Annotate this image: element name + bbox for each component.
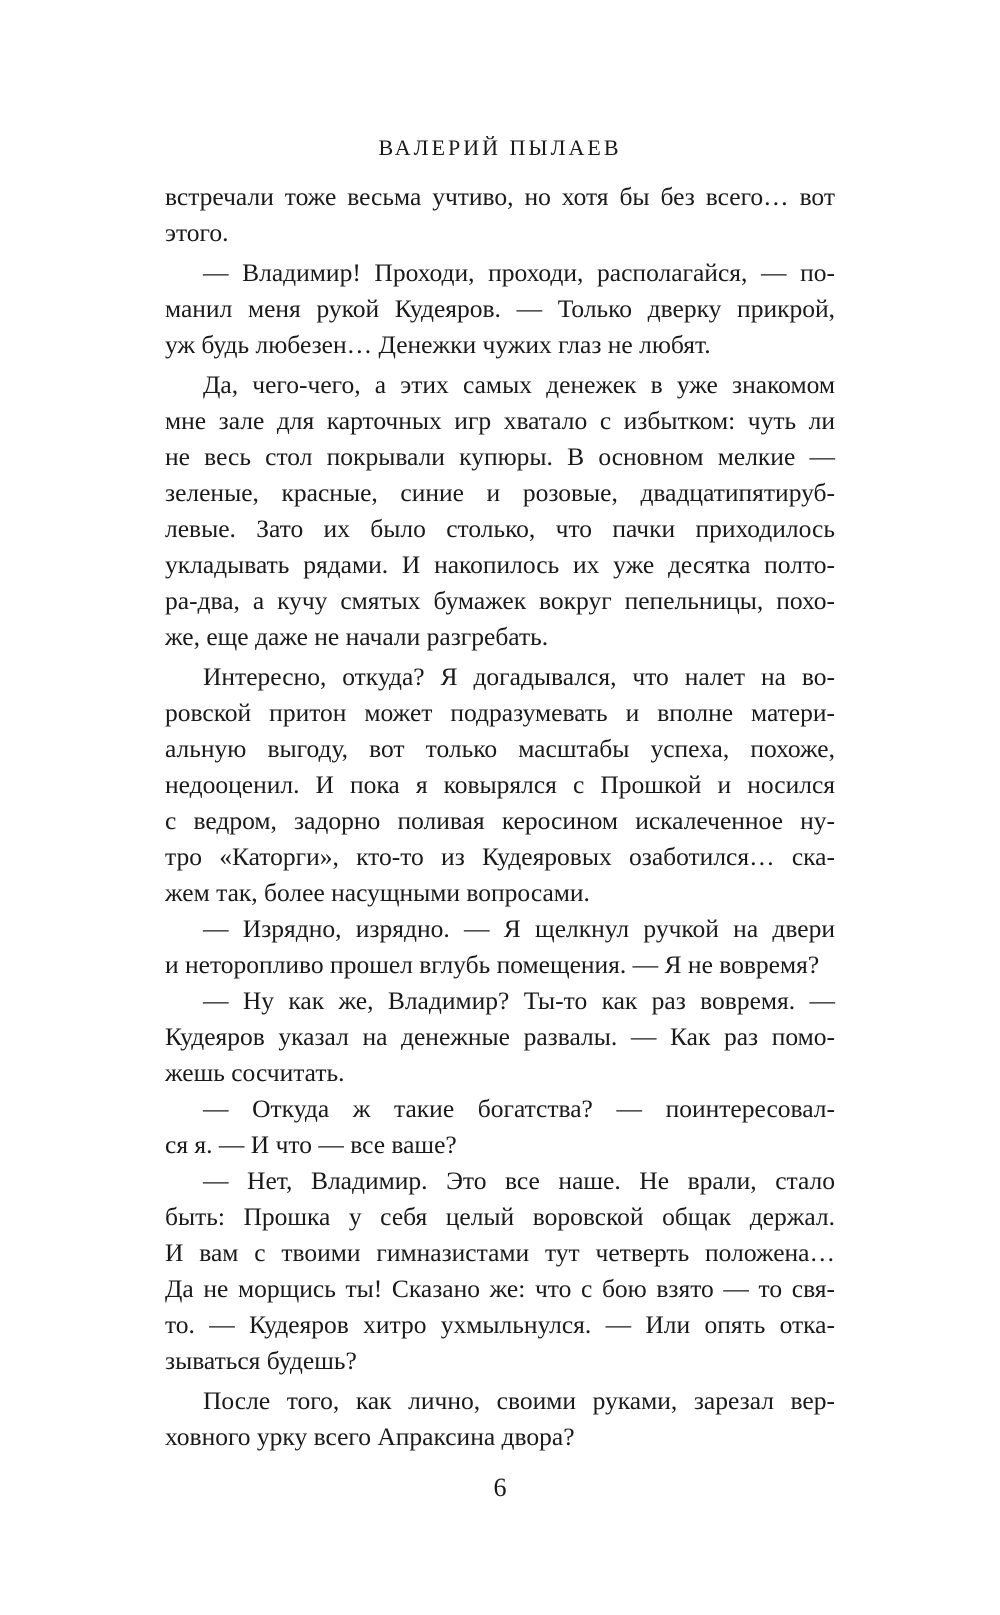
text-line: Кудеяров указал на денежные развалы. — Как раз помо- (165, 1022, 835, 1051)
text-line: встречали тоже весьма учтиво, но хотя бы без всего… вот (165, 182, 835, 211)
text-line: — Откуда ж такие богатства? — поинтересовал- (203, 1094, 835, 1123)
text-line: — Нет, Владимир. Это все наше. Не врали, стало (203, 1166, 835, 1195)
text-line: Да, чего-чего, а этих самых денежек в уже знакомом (203, 370, 835, 399)
text-line: После того, как лично, своими руками, зарезал вер- (203, 1386, 835, 1415)
text-line: альную выгоду, вот только масштабы успеха, похоже, (165, 734, 835, 763)
paragraph (165, 1163, 835, 1379)
text-line: манил меня рукой Кудеяров. — Только дверку прикрой, (165, 294, 835, 323)
text-line: уж будь любезен… Денежки чужих глаз не любят. (165, 330, 711, 359)
text-line: И вам с твоими гимназистами тут четверть положена… (165, 1238, 835, 1267)
paragraph (165, 1383, 835, 1455)
text-line: — Изрядно, изрядно. — Я щелкнул ручкой на двери (203, 914, 835, 943)
paragraph (165, 911, 835, 983)
text-line: же, еще даже не начали разгребать. (165, 622, 549, 651)
paragraph (165, 367, 835, 655)
body-text (165, 179, 835, 1455)
text-line: зываться будешь? (165, 1346, 357, 1375)
text-line: ховного урку всего Апраксина двора? (165, 1422, 575, 1451)
text-line: — Ну как же, Владимир? Ты-то как раз вовремя. — (203, 986, 835, 1015)
text-line: тро «Каторги», кто-то из Кудеяровых озаботился… ска- (165, 842, 835, 871)
paragraph (165, 983, 835, 1091)
text-line: ровской притон может подразумевать и вполне матери- (165, 698, 835, 727)
paragraph (165, 179, 835, 251)
text-line: мне зале для карточных игр хватало с избытком: чуть ли (165, 406, 835, 435)
page-number: 6 (493, 1473, 507, 1502)
text-line: быть: Прошка у себя целый воровской общак держал. (165, 1202, 835, 1231)
text-line: и неторопливо прошел вглубь помещения. — Я не вовремя? (165, 950, 820, 979)
text-line: зеленые, красные, синие и розовые, двадцатипятируб- (165, 478, 835, 507)
text-line: жешь сосчитать. (165, 1058, 345, 1087)
text-line: не весь стол покрывали купюры. В основном мелкие — (165, 442, 835, 471)
text-line: укладывать рядами. И накопилось их уже десятка полто- (165, 550, 835, 579)
text-line: то. — Кудеяров хитро ухмыльнулся. — Или опять отка- (165, 1310, 835, 1339)
text-line: Интересно, откуда? Я догадывался, что налет на во- (203, 662, 835, 691)
paragraph (165, 255, 835, 363)
paragraph (165, 1091, 835, 1163)
text-line: с ведром, задорно поливая керосином искалеченное ну- (165, 806, 835, 835)
text-line: жем так, более насущными вопросами. (165, 878, 590, 907)
running-head: ВАЛЕРИЙ ПЫЛАЕВ (378, 135, 622, 160)
text-line: — Владимир! Проходи, проходи, располагайся, — по- (203, 258, 835, 287)
paragraph (165, 659, 835, 911)
text-line: ся я. — И что — все ваше? (165, 1130, 457, 1159)
text-line: Да не морщись ты! Сказано же: что с бою взято — то свя- (165, 1274, 835, 1303)
text-line: левые. Зато их было столько, что пачки приходилось (165, 514, 835, 543)
text-line: этого. (165, 218, 229, 247)
text-line: ра-два, а кучу смятых бумажек вокруг пепельницы, похо- (165, 586, 835, 615)
text-line: недооценил. И пока я ковырялся с Прошкой и носился (165, 770, 835, 799)
